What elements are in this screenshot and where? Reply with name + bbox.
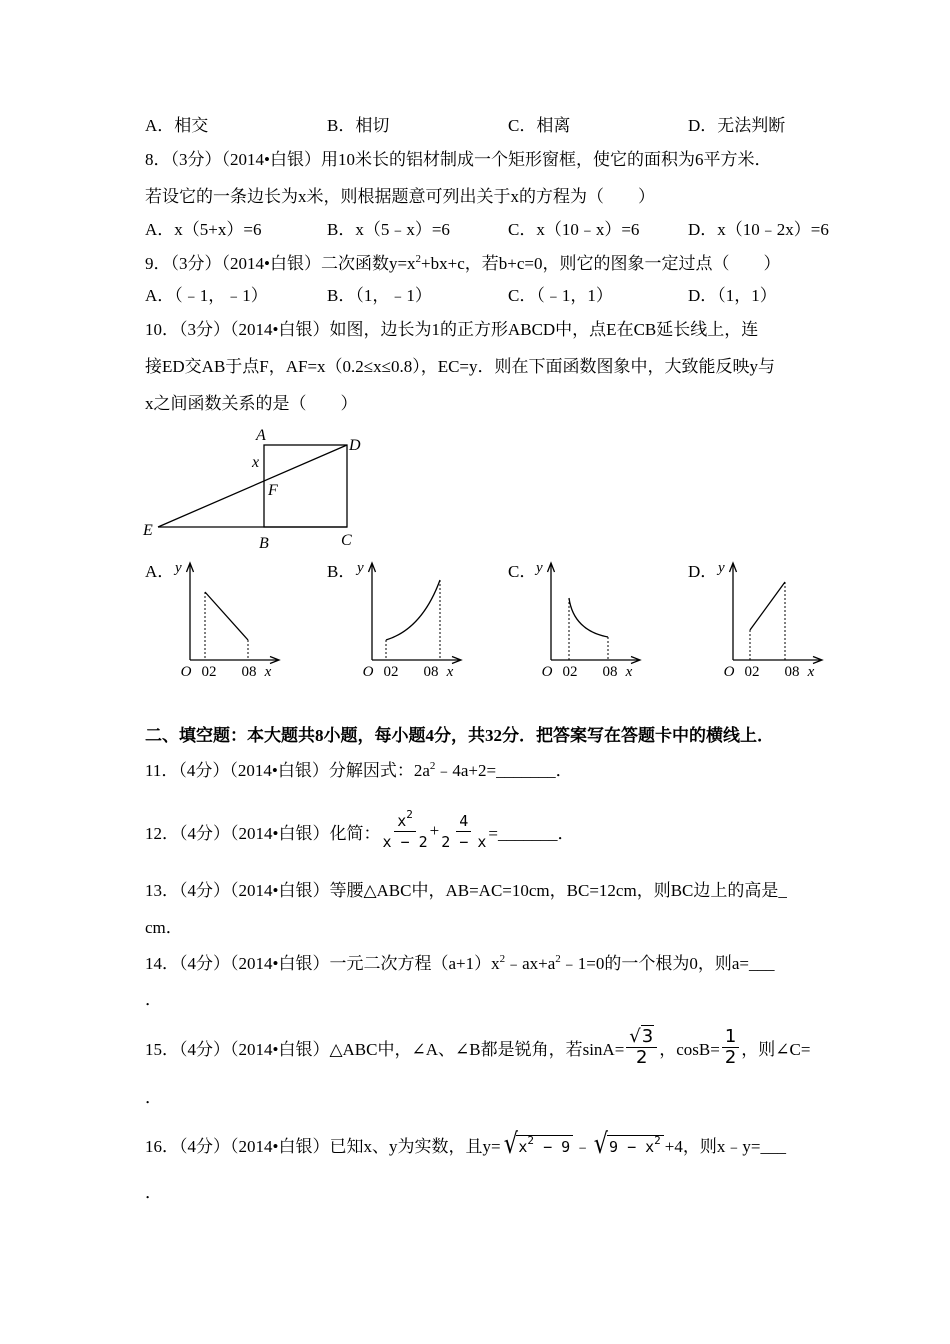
fraction-numerator — [394, 807, 416, 832]
q10-option-d-label: D． — [688, 562, 718, 581]
q16-stem — [145, 1122, 786, 1166]
q7-option-d: D．无法判断 — [688, 116, 786, 135]
q13-stem-line1: 13．（4分）（2014•白银）等腰△ABC中，AB=AC=10cm，BC=12cm，则BC边上的高是_ — [145, 881, 787, 900]
label-side-x: x — [252, 454, 260, 471]
q11-stem-text-rest: ﹣4a+2=_______． — [435, 761, 573, 780]
label-point-c: C — [341, 532, 352, 549]
q9-stem — [145, 254, 781, 274]
q16-radical-1 — [502, 1129, 574, 1159]
q8-option-b: B．x（5﹣x）=6 — [327, 220, 450, 239]
q9-stem-text-rest: +bx+c，若b+c=0，则它的图象一定过点（ ） — [421, 254, 781, 273]
q10-graph-b — [352, 555, 472, 680]
q10-square-figure — [140, 425, 365, 555]
origin-label: O — [723, 664, 735, 680]
q14-stem-text-rest: ﹣1=0的一个根为0，则a=___ — [560, 954, 775, 973]
function-graph-curve — [386, 580, 440, 640]
q7-option-c: C．相离 — [508, 116, 571, 135]
q10-option-c-label: C． — [508, 562, 537, 581]
fraction-denominator: 2 — [636, 1046, 648, 1068]
q11-stem — [145, 761, 573, 781]
q9-exponent: 2 — [415, 253, 422, 265]
q15-stem — [145, 1022, 810, 1072]
origin-label: O — [541, 664, 553, 680]
radicand-rest: − 9 — [534, 1138, 571, 1156]
q8-stem-line2: 若设它的一条边长为x米，则根据题意可列出关于x的方程为（ ） — [145, 187, 655, 206]
q14-stem-text-mid: ﹣ax+a — [505, 954, 556, 973]
q12-stem — [145, 808, 574, 854]
radicand — [516, 1135, 573, 1158]
q7-option-a: A．相交 — [145, 116, 209, 135]
q10-stem-line3: x之间函数关系的是（ ） — [145, 394, 358, 413]
function-graph-line — [750, 582, 785, 630]
q12-fraction-1 — [382, 807, 428, 852]
q13-stem-line2: cm． — [145, 918, 183, 937]
label-point-e: E — [143, 522, 153, 539]
q15-stem-text: 15．（4分）（2014•白银）△ABC中，∠A、∠B都是锐角，若sinA= — [145, 1039, 625, 1059]
radicand: 3 — [641, 1025, 654, 1047]
q14-exponent-2: 2 — [555, 953, 561, 965]
fraction-numerator — [626, 1027, 657, 1048]
tick-label-02: 02 — [744, 664, 760, 680]
radical-sign: √ — [629, 1025, 641, 1047]
fraction-numerator: 4 — [456, 811, 471, 832]
tick-label-02: 02 — [201, 664, 217, 680]
radicand-exponent: 2 — [654, 1134, 661, 1147]
q14-stem-line2: ． — [145, 990, 162, 1009]
radicand-base: x — [518, 1138, 528, 1156]
q10-stem-line1: 10．（3分）（2014•白银）如图，边长为1的正方形ABCD中，点E在CB延长线上，连 — [145, 320, 759, 339]
q16-radical-2 — [592, 1129, 664, 1159]
radicand-exponent: 2 — [527, 1134, 535, 1147]
fraction-denominator: 2 — [724, 1046, 737, 1068]
q15-fraction-1-over-2 — [722, 1027, 739, 1068]
q12-stem-text: 12．（4分）（2014•白银）化简： — [145, 823, 381, 843]
q8-option-c: C．x（10﹣x）=6 — [508, 220, 640, 239]
x-axis-label: x — [446, 664, 454, 680]
label-point-a: A — [256, 427, 266, 444]
section-2-heading: 二、填空题：本大题共8小题，每小题4分，共32分．把答案写在答题卡中的横线上． — [145, 726, 774, 745]
x-axis-label: x — [625, 664, 633, 680]
tick-label-08: 08 — [423, 664, 439, 680]
q8-stem-line1: 8．（3分）（2014•白银）用10米长的铝材制成一个矩形窗框，使它的面积为6平方米． — [145, 150, 772, 169]
radical-sign: √ — [593, 1127, 609, 1160]
q10-graph-a — [170, 555, 290, 680]
q9-option-d: D．（1，1） — [688, 286, 777, 305]
q16-stem-line2: ． — [145, 1183, 162, 1202]
q11-exponent: 2 — [429, 760, 436, 772]
origin-label: O — [362, 664, 374, 680]
q9-option-a: A．（﹣1，﹣1） — [145, 286, 268, 305]
fraction-numerator: 1 — [722, 1027, 739, 1048]
x-axis-label: x — [807, 664, 815, 680]
function-graph-line — [205, 592, 248, 640]
q8-option-d: D．x（10﹣2x）=6 — [688, 220, 829, 239]
q15-stem-text-mid: ，cosB= — [659, 1039, 720, 1059]
y-axis-label: y — [175, 560, 182, 576]
q14-stem — [145, 954, 775, 974]
tick-label-08: 08 — [602, 664, 618, 680]
q12-fraction-2 — [441, 811, 486, 852]
q10-stem-line2: 接ED交AB于点F，AF=x（0.2≤x≤0.8），EC=y．则在下面函数图象中，大致能反映y与 — [145, 357, 776, 376]
fraction-denominator: 2 − x — [441, 832, 487, 851]
q9-option-c: C．（﹣1，1） — [508, 286, 613, 305]
q16-stem-text: 16．（4分）（2014•白银）已知x、y为实数，且y= — [145, 1136, 501, 1156]
q10-graph-c — [531, 555, 651, 680]
q11-stem-text: 11．（4分）（2014•白银）分解因式：2a — [145, 761, 430, 780]
radicand — [607, 1135, 664, 1158]
q9-stem-text: 9．（3分）（2014•白银）二次函数y=x — [145, 254, 416, 273]
numerator-exponent: 2 — [406, 807, 413, 821]
q15-stem-text-rest: ，则∠C= — [741, 1039, 811, 1059]
y-axis-label: y — [718, 560, 725, 576]
q16-stem-text-rest: +4，则x﹣y=___ — [664, 1136, 786, 1156]
radicand-base: 9 − x — [609, 1138, 655, 1156]
q10-graph-d — [713, 555, 833, 680]
y-axis-label: y — [536, 560, 543, 576]
x-axis-label: x — [264, 664, 272, 680]
tick-label-02: 02 — [383, 664, 399, 680]
q14-exponent-1: 2 — [499, 953, 506, 965]
tick-label-08: 08 — [241, 664, 257, 680]
q10-option-a-label: A． — [145, 562, 175, 581]
plus-sign: + — [429, 821, 440, 840]
q15-fraction-sqrt3-over-2 — [626, 1027, 657, 1068]
q7-option-b: B．相切 — [327, 116, 390, 135]
q15-stem-line2: ． — [145, 1088, 162, 1107]
label-point-d: D — [349, 437, 361, 454]
radical-sign: √ — [503, 1127, 518, 1160]
q8-option-a: A．x（5+x）=6 — [145, 220, 262, 239]
tick-label-02: 02 — [562, 664, 578, 680]
q12-stem-text-rest: =_______． — [488, 823, 575, 843]
q10-option-b-label: B． — [327, 562, 356, 581]
q9-option-b: B．（1，﹣1） — [327, 286, 432, 305]
label-point-f: F — [268, 482, 278, 499]
fraction-denominator: x − 2 — [382, 832, 428, 851]
y-axis-label: y — [357, 560, 364, 576]
q14-stem-text: 14．（4分）（2014•白银）一元二次方程（a+1）x — [145, 954, 500, 973]
numerator-base: x — [397, 811, 407, 830]
origin-label: O — [180, 664, 192, 680]
function-graph-curve — [569, 598, 608, 637]
tick-label-08: 08 — [784, 664, 800, 680]
minus-sign: ﹣ — [574, 1136, 592, 1156]
label-point-b: B — [259, 535, 269, 552]
